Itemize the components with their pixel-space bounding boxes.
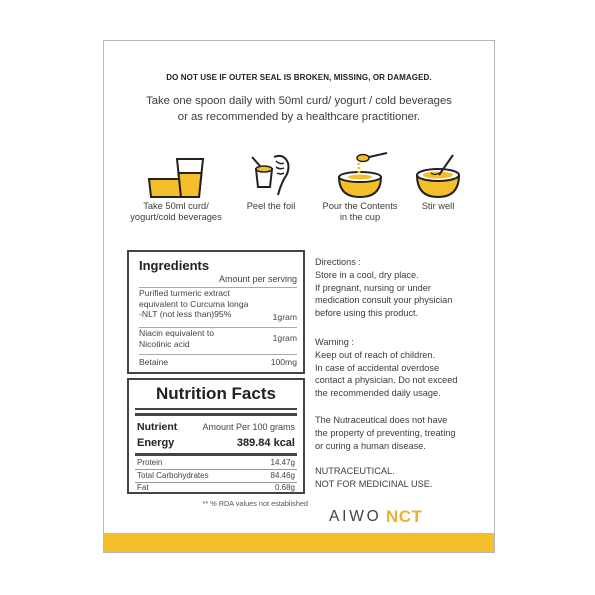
- step-2: [221, 151, 321, 212]
- step-3-caption: Pour the Contents in the cup: [322, 201, 398, 222]
- stir-cup-icon: [403, 151, 473, 199]
- directions-line: If pregnant, nursing or under: [315, 282, 431, 293]
- nutrient-label: Nutrient: [137, 421, 178, 433]
- brand-name-part2: NCT: [385, 507, 423, 526]
- ingredient-value: 100mg: [270, 357, 297, 367]
- warning-line: the recommended daily usage.: [315, 388, 441, 399]
- nutrient-value: 14.47g: [270, 458, 295, 467]
- directions-line: before using this product.: [315, 308, 419, 319]
- nutrition-row: [137, 483, 295, 492]
- brand-logo: [329, 507, 422, 527]
- classification-section: [315, 465, 485, 491]
- nutrient-name: Protein: [137, 458, 163, 467]
- nutrient-name: Fat: [137, 483, 149, 492]
- energy-label: Energy: [137, 437, 175, 449]
- nutrition-facts-title: Nutrition Facts: [156, 384, 276, 403]
- energy-value: 389.84 kcal: [236, 437, 295, 449]
- step-4: [388, 151, 488, 212]
- nutrition-row: [137, 471, 295, 480]
- disclaimer-line: or curing a human disease.: [315, 440, 426, 451]
- nutrient-value: 0.68g: [274, 483, 295, 492]
- nutrition-facts-table: [127, 378, 305, 494]
- warning-line: In case of accidental overdose: [315, 362, 440, 373]
- disclaimer-line: The Nutraceutical does not have: [315, 415, 448, 425]
- nutrient-value: 84.46g: [270, 471, 295, 480]
- ingredient-row: [139, 327, 297, 352]
- dosage-line-1: Take one spoon daily with 50ml curd/ yogurt / cold beverages: [146, 95, 452, 107]
- per-100g-label: Amount Per 100 grams: [202, 422, 295, 432]
- ingredient-value: 1gram: [272, 312, 297, 322]
- amount-per-serving-header: Amount per serving: [218, 274, 297, 284]
- ingredient-name: Betaine: [139, 357, 169, 367]
- directions-line: medication consult your physician: [315, 295, 453, 306]
- nutrient-name: Total Carbohydrates: [137, 471, 209, 480]
- step-1: [126, 151, 226, 223]
- glass-cup-icon: [141, 151, 211, 199]
- seal-warning: DO NOT USE IF OUTER SEAL IS BROKEN, MISSING, OR DAMAGED.: [166, 73, 432, 82]
- directions-section: [315, 256, 485, 320]
- disclaimer-section: [315, 414, 485, 452]
- step-4-caption: Stir well: [421, 201, 455, 211]
- warning-section: [315, 336, 485, 400]
- dosage-instructions: [104, 93, 494, 125]
- ingredient-row: [139, 354, 297, 369]
- rda-footnote: ** % RDA values not established: [202, 499, 308, 508]
- ingredient-name: Niacin equivalent to Nicotinic acid: [139, 328, 215, 349]
- ingredient-row: [139, 287, 297, 325]
- divider: [135, 408, 297, 410]
- divider: [135, 453, 297, 456]
- divider: [135, 413, 297, 416]
- ingredient-value: 1gram: [272, 333, 297, 343]
- dosage-line-2: or as recommended by a healthcare practitioner.: [177, 111, 421, 123]
- ingredients-title: Ingredients: [139, 258, 210, 273]
- warning-line: contact a physician. Do not exceed: [315, 375, 458, 386]
- classification-line: NUTRACEUTICAL.: [315, 466, 395, 476]
- product-label-card: [103, 40, 495, 553]
- accent-bar: [104, 533, 494, 552]
- divider: [135, 469, 297, 470]
- pour-contents-icon: [325, 151, 395, 199]
- warning-line: Warning :: [315, 337, 354, 347]
- nutrition-row: [137, 458, 295, 467]
- directions-line: Store in a cool, dry place.: [315, 269, 419, 280]
- ingredient-name: Purified turmeric extract equivalent to Curcuma longa -NLT (not less than)95%: [139, 288, 249, 319]
- ingredients-table: [127, 250, 305, 374]
- step-2-caption: Peel the foil: [246, 201, 296, 211]
- directions-line: Directions :: [315, 257, 361, 267]
- brand-name-part1: AIWO: [329, 508, 382, 525]
- classification-line: NOT FOR MEDICINAL USE.: [315, 478, 433, 489]
- disclaimer-line: the property of preventing, treating: [315, 427, 456, 438]
- peel-foil-icon: [236, 151, 306, 199]
- step-1-caption: Take 50ml curd/ yogurt/cold beverages: [130, 201, 222, 222]
- warning-line: Keep out of reach of children.: [315, 349, 436, 360]
